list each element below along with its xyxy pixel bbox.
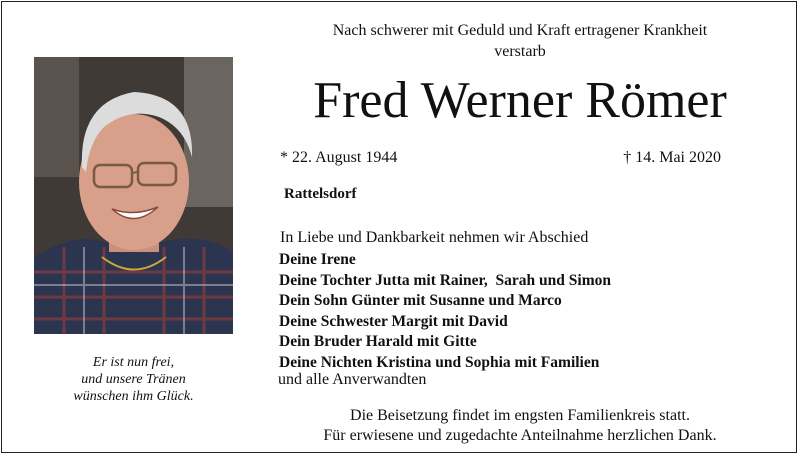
mourner-line: Dein Sohn Günter mit Susanne und Marco [279,292,562,309]
intro-line: verstarb [494,43,546,60]
mourner-line: Deine Nichten Kristina und Sophia mit Familien [279,353,600,371]
quote-line: Er ist nun frei, [92,355,175,370]
birth-date: * 22. August 1944 [280,149,398,166]
portrait-photo [34,57,233,334]
other-relatives: und alle Anverwandten [278,371,427,388]
farewell-text: In Liebe und Dankbarkeit nehmen wir Abschied [280,229,589,246]
deceased-name: Fred Werner Römer [313,72,727,129]
funeral-notice [240,406,800,446]
place-of-residence: Rattelsdorf [284,186,357,202]
mourner-line: Deine Tochter Jutta mit Rainer, Sarah und Simon [279,271,612,289]
death-date: † 14. Mai 2020 [623,149,721,166]
memorial-quote [34,354,233,405]
intro-text [240,20,800,62]
funeral-line: Für erwiesene und zugedachte Anteilnahme herzlichen Dank. [323,427,717,444]
intro-line: Nach schwerer mit Geduld und Kraft ertragener Krankheit [332,22,708,39]
funeral-line: Die Beisetzung findet im engsten Familienkreis statt. [350,407,690,424]
mourner-line: Dein Bruder Harald mit Gitte [279,333,477,350]
mourner-line: Deine Schwester Margit mit David [279,312,508,330]
quote-line: und unsere Tränen [81,372,186,387]
quote-line: wünschen ihm Glück. [73,389,194,404]
mourner-line: Deine Irene [279,251,356,268]
mourners-list [279,250,611,373]
